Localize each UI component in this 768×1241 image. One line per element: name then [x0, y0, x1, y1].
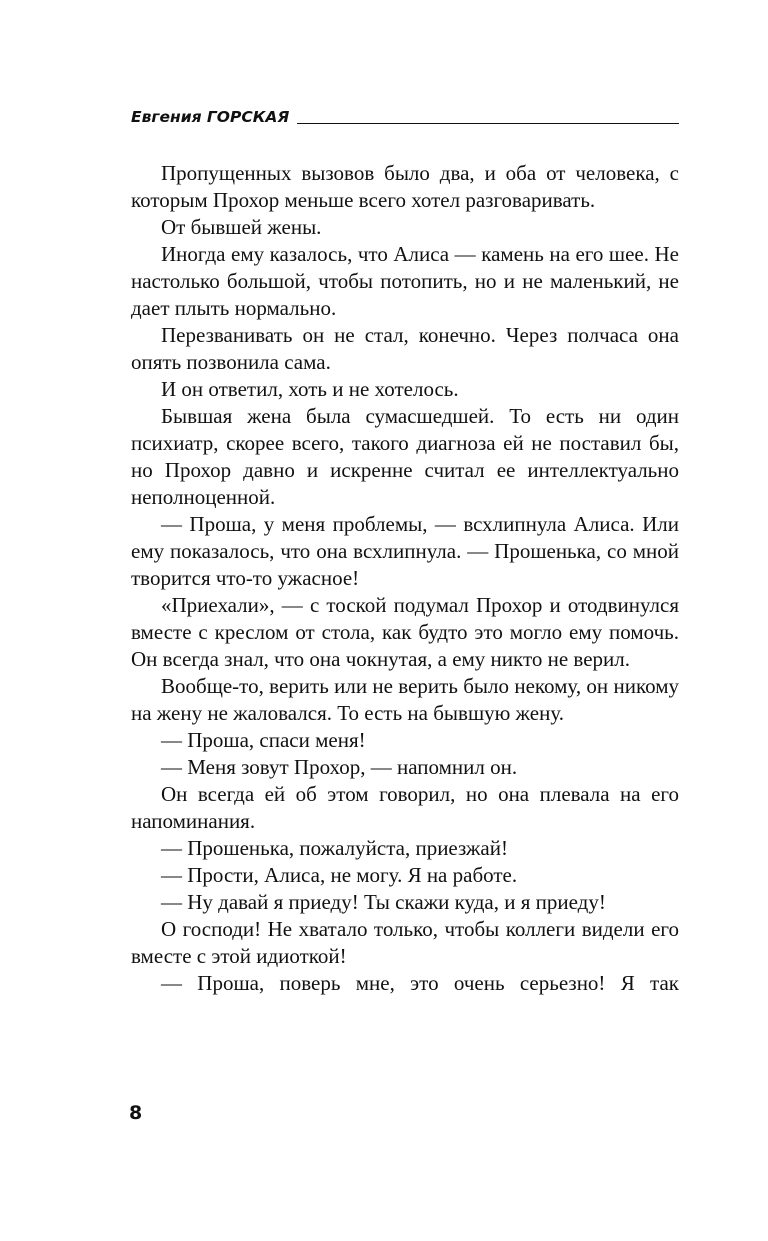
- paragraph: Иногда ему казалось, что Алиса — камень на его шее. Не настолько большой, чтобы потопить, но и не маленький, не дает плыть нормально.: [131, 242, 679, 320]
- paragraph: «Приехали», — с тоской подумал Прохор и отодвинулся вместе с креслом от стола, как будто это могло ему помочь. Он всегда знал, что она чокнутая, а ему никто не верил.: [131, 593, 679, 671]
- paragraph: — Меня зовут Прохор, — напомнил он.: [161, 755, 518, 779]
- paragraph: О господи! Не хватало только, чтобы коллеги видели его вместе с этой идиоткой!: [131, 917, 679, 968]
- body-text: [131, 160, 679, 997]
- running-head-author: Евгения ГОРСКАЯ: [131, 107, 290, 126]
- paragraph: И он ответил, хоть и не хотелось.: [161, 377, 459, 401]
- page-number: 8: [129, 1102, 143, 1124]
- paragraph: Бывшая жена была сумасшедшей. То есть ни один психиатр, скорее всего, такого диагноза ей не поставил бы, но Прохор давно и искренне считал ее интеллектуально неполноценной.: [131, 404, 679, 509]
- paragraph: — Проша, спаси меня!: [161, 728, 366, 752]
- paragraph: Он всегда ей об этом говорил, но она плевала на его напоминания.: [131, 782, 679, 833]
- running-head: [131, 104, 679, 128]
- paragraph: Перезванивать он не стал, конечно. Через полчаса она опять позвонила сама.: [131, 323, 679, 374]
- paragraph: — Проша, поверь мне, это очень серьезно! Я так: [161, 971, 679, 995]
- paragraph: Вообще-то, верить или не верить было некому, он никому на жену не жаловался. То есть на бывшую жену.: [131, 674, 679, 725]
- paragraph: — Прости, Алиса, не могу. Я на работе.: [161, 863, 518, 887]
- running-head-rule: [297, 123, 679, 124]
- paragraph: — Проша, у меня проблемы, — всхлипнула Алиса. Или ему показалось, что она всхлипнула. — Прошенька, со мной творится что-то ужасное!: [131, 512, 679, 590]
- paragraph: От бывшей жены.: [161, 215, 322, 239]
- paragraph: — Ну давай я приеду! Ты скажи куда, и я приеду!: [161, 890, 606, 914]
- paragraph: Пропущенных вызовов было два, и оба от человека, с которым Прохор меньше всего хотел разговаривать.: [131, 161, 679, 212]
- paragraph: — Прошенька, пожалуйста, приезжай!: [161, 836, 508, 860]
